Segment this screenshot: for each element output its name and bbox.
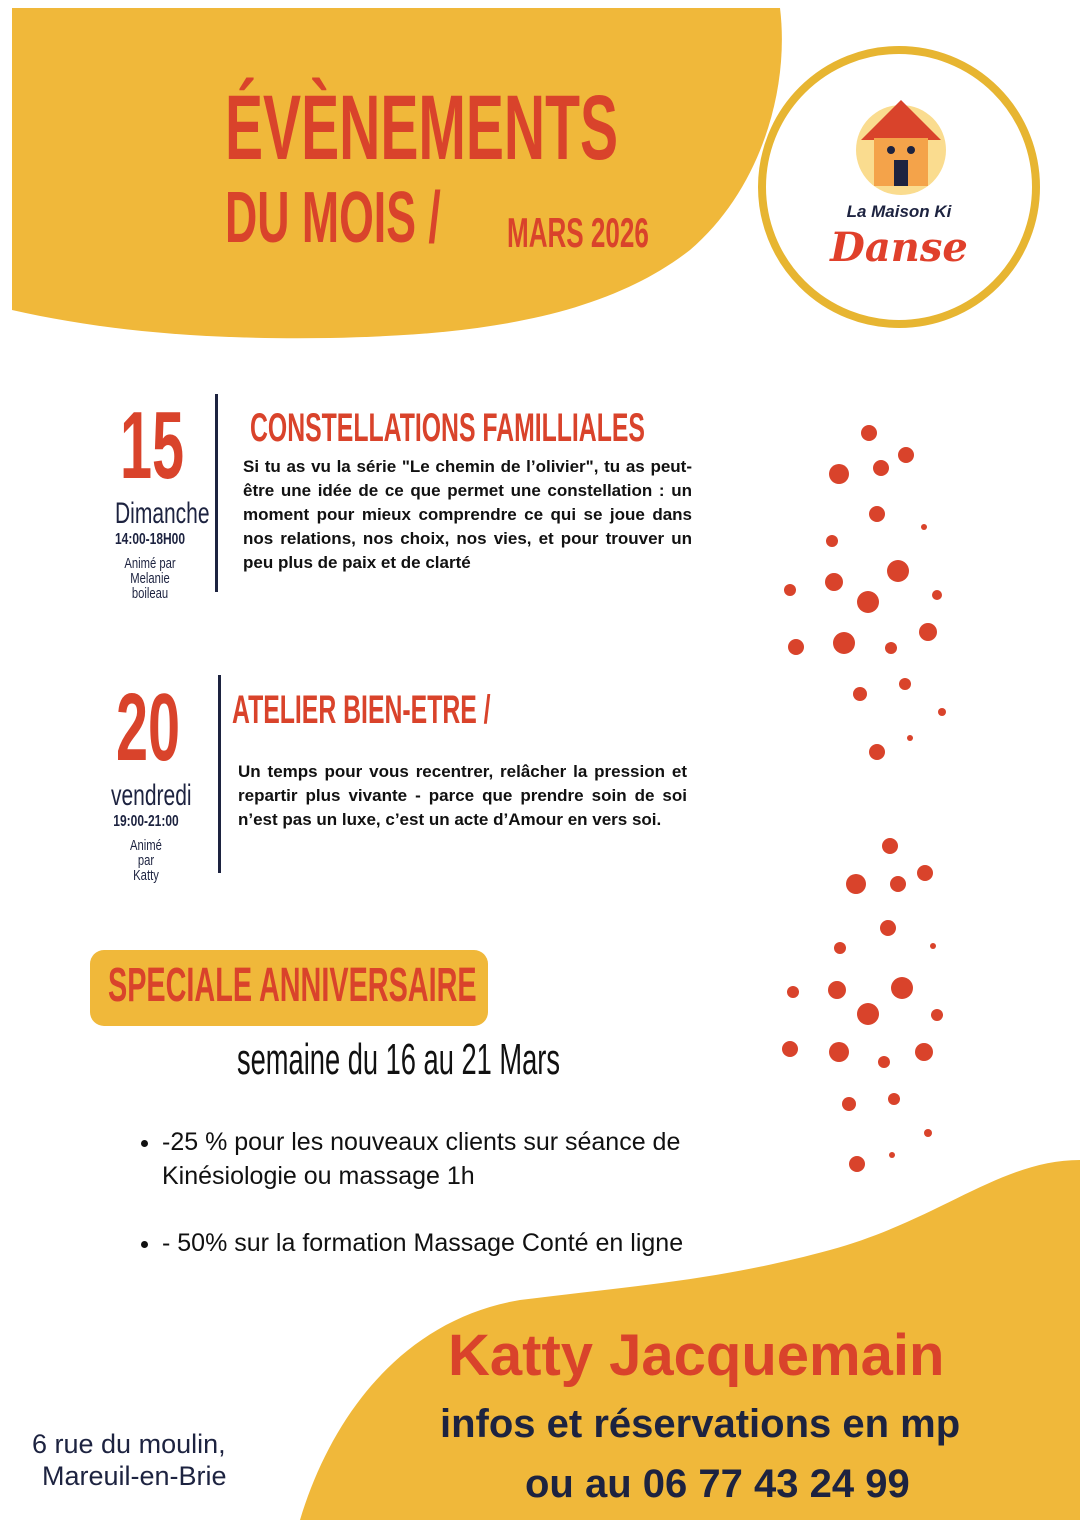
decorative-dot <box>833 632 855 654</box>
title-month: MARS 2026 <box>507 209 649 256</box>
decorative-dot <box>899 678 911 690</box>
address-line2: Mareuil-en-Brie <box>42 1461 227 1491</box>
decorative-dot <box>782 1041 798 1057</box>
decorative-dot <box>826 535 838 547</box>
dancing-house-icon <box>836 80 966 200</box>
address-line1: 6 rue du moulin, <box>32 1429 226 1459</box>
decorative-dot <box>846 874 866 894</box>
special-week: semaine du 16 au 21 Mars <box>237 1035 561 1084</box>
decorative-dot <box>887 560 909 582</box>
decorative-dot <box>938 708 946 716</box>
decorative-dot <box>932 590 942 600</box>
offer-item: • -25 % pour les nouveaux clients sur séance de Kinésiologie ou massage 1h <box>162 1125 762 1193</box>
decorative-dot <box>930 943 936 949</box>
divider <box>218 675 221 873</box>
event-weekday: vendredi <box>111 779 192 812</box>
decorative-dot <box>853 687 867 701</box>
decorative-dot <box>857 591 879 613</box>
title-du-mois: DU MOIS / <box>225 178 441 258</box>
decorative-dot <box>784 584 796 596</box>
info-phone[interactable]: ou au 06 77 43 24 99 <box>525 1462 910 1506</box>
decorative-dot <box>888 1093 900 1105</box>
decorative-dot <box>919 623 937 641</box>
decorative-dot <box>885 642 897 654</box>
decorative-dot <box>878 1056 890 1068</box>
decorative-dot <box>882 838 898 854</box>
decorative-dots <box>782 425 946 1172</box>
decorative-dot <box>924 1129 932 1137</box>
event-date-1 <box>100 392 210 603</box>
event-host: Animé par Melanie boileau <box>124 555 176 602</box>
decorative-dot <box>828 981 846 999</box>
info-line1: infos et réservations en mp <box>440 1402 961 1446</box>
decorative-dot <box>829 1042 849 1062</box>
event-hours: 19:00-21:00 <box>113 813 179 830</box>
event-day: 20 <box>116 674 181 781</box>
title-evenements: ÉVÈNEMENTS <box>225 77 619 179</box>
decorative-dot <box>880 920 896 936</box>
contact-name: Katty Jacquemain <box>448 1323 945 1388</box>
decorative-dot <box>834 942 846 954</box>
decorative-dot <box>917 865 933 881</box>
decorative-dot <box>873 460 889 476</box>
event-host: Animé par Katty <box>130 837 162 884</box>
decorative-dot <box>842 1097 856 1111</box>
logo-text-line1: La Maison Ki <box>846 202 952 221</box>
decorative-dot <box>921 524 927 530</box>
decorative-dot <box>787 986 799 998</box>
special-label: SPECIALE ANNIVERSAIRE <box>108 959 477 1012</box>
decorative-dot <box>849 1156 865 1172</box>
decorative-dot <box>825 573 843 591</box>
event-description: Un temps pour vous recentrer, relâcher la pression et repartir plus vivante - parce que prendre soin de soi n’est pas un luxe, c’est un acte d’Amour en vers soi. <box>238 762 687 829</box>
event-weekday: Dimanche <box>115 497 210 530</box>
offers-list <box>130 1125 762 1293</box>
decorative-dot <box>898 447 914 463</box>
event-title: CONSTELLATIONS FAMILLIALES <box>250 406 645 450</box>
decorative-dot <box>915 1043 933 1061</box>
event-day: 15 <box>120 392 185 499</box>
address <box>32 1428 227 1492</box>
logo-la-maison-ki-danse <box>758 46 1040 328</box>
divider <box>215 394 218 592</box>
decorative-dot <box>890 876 906 892</box>
decorative-dot <box>869 506 885 522</box>
decorative-dot <box>907 735 913 741</box>
event-date-2 <box>96 674 196 885</box>
decorative-dot <box>788 639 804 655</box>
decorative-dot <box>861 425 877 441</box>
logo-text-line2: Danse <box>830 224 968 271</box>
decorative-dot <box>829 464 849 484</box>
decorative-dot <box>857 1003 879 1025</box>
decorative-dot <box>869 744 885 760</box>
event-title: ATELIER BIEN-ETRE / <box>232 688 491 732</box>
decorative-dot <box>889 1152 895 1158</box>
decorative-dot <box>891 977 913 999</box>
decorative-dot <box>931 1009 943 1021</box>
event-description: Si tu as vu la série "Le chemin de l’olivier", tu as peut-être une idée de ce que permet une constellation : un moment pour mieux comprendre ce qui se joue dans nos relations, nos choix, nos vies, et pour trouver un peu plus de paix et de clarté <box>243 457 692 572</box>
offer-item: • - 50% sur la formation Massage Conté en ligne <box>162 1226 762 1260</box>
event-hours: 14:00-18H00 <box>114 531 186 548</box>
